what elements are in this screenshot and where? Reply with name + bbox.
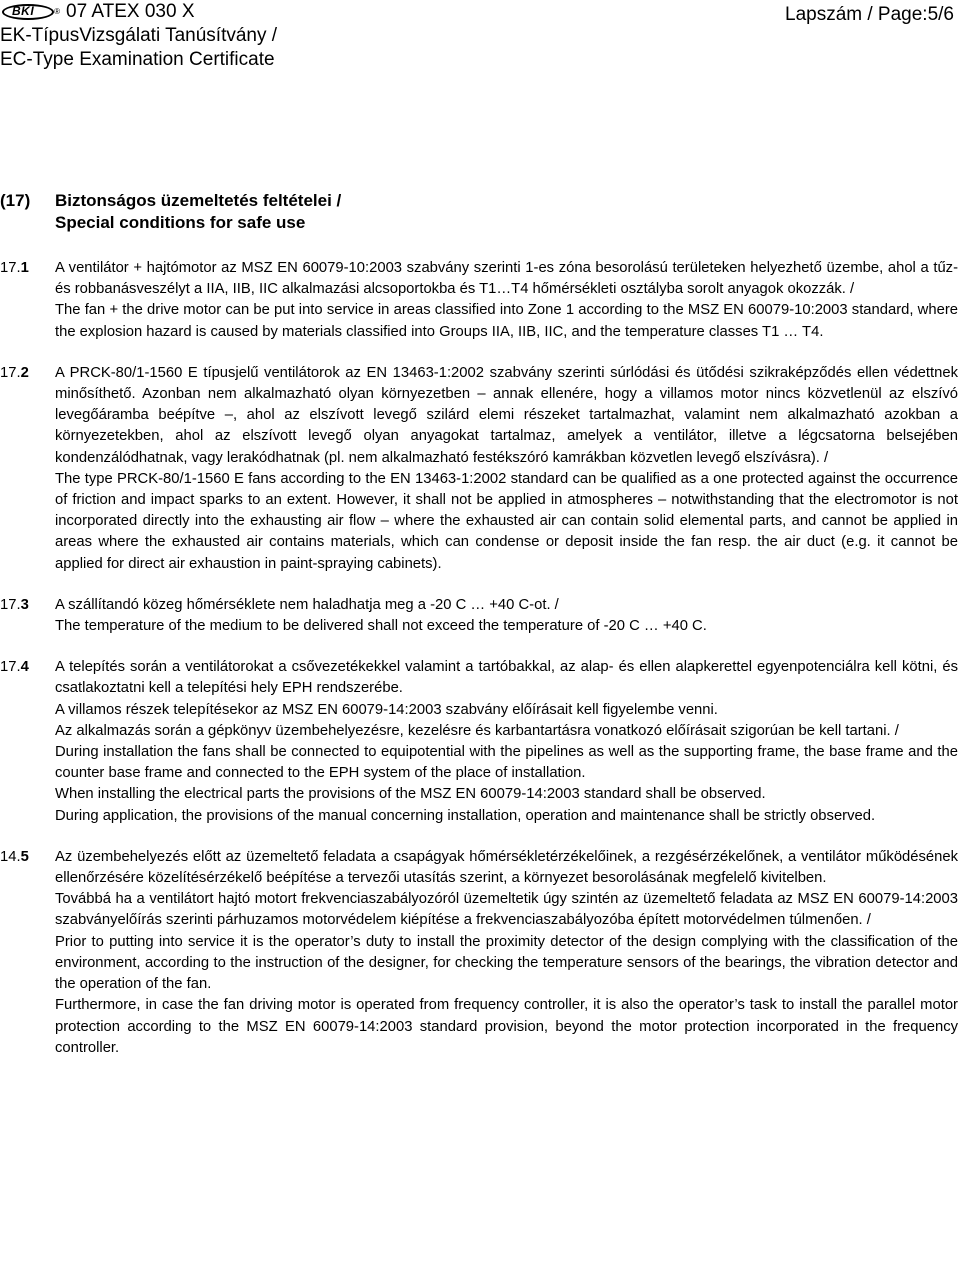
condition-body bbox=[55, 847, 958, 1059]
conditions-list bbox=[0, 258, 958, 1059]
section-number: (17) bbox=[0, 191, 31, 210]
condition-paragraph: Furthermore, in case the fan driving motor is operated from frequency controller, it is also the operator’s task to install the parallel motor protection according to the MSZ EN 60079-14:2003 standard provision, beyond the motor protection incorporated in the frequency controller. bbox=[55, 997, 958, 1056]
condition-number-prefix: 14. bbox=[0, 848, 21, 865]
cert-number: 07 ATEX 030 X bbox=[66, 1, 195, 22]
condition-number bbox=[0, 258, 55, 343]
condition-paragraph: The type PRCK-80/1-1560 E fans according to the EN 13463-1:2002 standard can be qualified as a one protected against the occurrence of friction and impact sparks to an extent. However, it shall not be applied in atmospheres – notwithstanding that the electromotor is not incorporated directly into the exhausting air flow – where the exhausted air can contain solid elemental parts, and cannot be applied in areas where the exhausted air contains materials, which can condense or deposit inside the fan resp. the air duct (e.g. it cannot be applied for direct air exhaustion in paint-spraying cabinets). bbox=[55, 470, 958, 572]
header-cert-row bbox=[0, 0, 277, 24]
condition-number-suffix: 3 bbox=[20, 596, 29, 613]
header-left bbox=[0, 0, 277, 72]
condition-number-suffix: 2 bbox=[20, 364, 29, 381]
logo-text: BKI bbox=[12, 4, 35, 18]
condition-paragraph: A PRCK-80/1-1560 E típusjelű ventilátorok az EN 13463-1:2002 szabvány szerinti súrlódási és ütődési szikraképződés ellen védettnek minősíthető. Azonban nem alkalmazható olyan környezetben – annak ellenére, hogy a villamos motor nincs közvetlenül az elszívó levegőáramba beépítve –, ahol az elszívott levegő szilárd elemi részeket tartalmazhat, valamint nem alkalmazható azokban a környezetekben, ahol az elszívott levegő olyan anyagokat tartalmaz, amelyek a ventilátor, illetve a légcsatorna belsejében kondenzálódhatnak, vagy lerakódhatnak (pl. nem alkalmazható festékszóró kamrákban közvetlen levegő elszívásra). / bbox=[55, 364, 958, 466]
condition-number bbox=[0, 657, 55, 827]
condition-number bbox=[0, 595, 55, 637]
section-heading-line-1 bbox=[0, 190, 341, 212]
condition-number-prefix: 17. bbox=[0, 596, 21, 613]
condition-body bbox=[55, 595, 958, 637]
condition-paragraph: During application, the provisions of the manual concerning installation, operation and maintenance shall be strictly observed. bbox=[55, 807, 876, 824]
condition-item bbox=[0, 258, 958, 343]
condition-number-prefix: 17. bbox=[0, 659, 21, 676]
item-gap bbox=[0, 575, 958, 595]
bki-logo bbox=[2, 3, 60, 21]
condition-item bbox=[0, 847, 958, 1059]
condition-paragraph: Az üzembehelyezés előtt az üzemeltető feladata a csapágyak hőmérsékletérzékelőinek, a rezgésérzékelőnek, a ventilátor működésének ellenőrzésére közelítésérzékelő beépítése a tervezői utasítás szerint, a környezet besorolásának megfelelő kivitelben. bbox=[55, 848, 958, 887]
condition-paragraph: A ventilátor + hajtómotor az MSZ EN 60079-10:2003 szabvány szerinti 1-es zóna besorolású területeken helyezhető üzembe, ahol a tűz- és robbanásveszélyt a IIA, IIB, IIC alkalmazási alcsoportokba és T1…T4 hőmérsékleti osztályba sorolt anyagok okozzák. / bbox=[55, 260, 958, 298]
header-title-hu: EK-TípusVizsgálati Tanúsítvány / bbox=[0, 25, 278, 46]
condition-body bbox=[55, 258, 958, 343]
condition-paragraph: Továbbá ha a ventilátort hajtó motort frekvenciaszabályozóról üzemeltetik úgy szintén az üzemeltető feladata az MSZ EN 60079-14:2003 szabványelőírás szerinti párhuzamos motorvédelem kiépítése a frekvenciaszabályozóba épített motorvédelmen túlmenően. / bbox=[55, 891, 958, 929]
condition-number-suffix: 1 bbox=[20, 260, 29, 276]
condition-number bbox=[0, 847, 55, 1059]
condition-body bbox=[55, 363, 958, 575]
condition-item bbox=[0, 595, 958, 637]
condition-body bbox=[55, 657, 958, 827]
header-title-en: EC-Type Examination Certificate bbox=[0, 49, 275, 70]
condition-number-suffix: 4 bbox=[20, 659, 29, 676]
logo-registered-mark: ® bbox=[54, 7, 60, 16]
condition-paragraph: When installing the electrical parts the provisions of the MSZ EN 60079-14:2003 standard shall be observed. bbox=[55, 786, 766, 803]
condition-number-suffix: 5 bbox=[20, 848, 29, 865]
item-gap bbox=[0, 827, 958, 847]
section-title-en: Special conditions for safe use bbox=[55, 213, 306, 232]
condition-paragraph: The fan + the drive motor can be put into service in areas classified into Zone 1 according to the MSZ EN 60079-10:2003 standard, where the explosion hazard is caused by materials classified into Groups IIA, IIB, IIC, and the temperature classes T1 … T4. bbox=[55, 302, 958, 340]
condition-number-prefix: 17. bbox=[0, 364, 21, 381]
item-gap bbox=[0, 637, 958, 657]
condition-paragraph: A szállítandó közeg hőmérséklete nem haladhatja meg a -20 C … +40 C-ot. / bbox=[55, 596, 559, 613]
condition-number bbox=[0, 363, 55, 575]
page-number: Lapszám / Page:5/6 bbox=[785, 4, 954, 25]
condition-paragraph: Prior to putting into service it is the operator’s duty to install the proximity detector of the design complying with the classification of the environment, according to the instruction of the designer, for checking the temperature sensors of the bearings, the vibration detector and the operation of the fan. bbox=[55, 933, 958, 993]
condition-paragraph: A telepítés során a ventilátorokat a csővezetékekkel valamint a tartóbakkal, az alap- és ellen alapkerettel egyenpotenciálra kell kötni, és csatlakoztatni kell a telepítési hely EPH rendszerébe. bbox=[55, 659, 958, 697]
section-heading bbox=[0, 190, 341, 234]
condition-paragraph: The temperature of the medium to be delivered shall not exceed the temperature of -20 C … +40 C. bbox=[55, 618, 707, 635]
item-gap bbox=[0, 343, 958, 363]
condition-number-prefix: 17. bbox=[0, 260, 21, 276]
condition-item bbox=[0, 363, 958, 575]
section-title-hu: Biztonságos üzemeltetés feltételei / bbox=[55, 191, 342, 210]
condition-item bbox=[0, 657, 958, 827]
condition-paragraph: During installation the fans shall be connected to equipotential with the pipelines as well as the supporting frame, the base frame and the counter base frame and connected to the EPH system of the place of installation. bbox=[55, 744, 958, 782]
condition-paragraph: A villamos részek telepítésekor az MSZ EN 60079-14:2003 szabvány előírásait kell figyelembe venni. bbox=[55, 701, 718, 718]
condition-paragraph: Az alkalmazás során a gépkönyv üzembehelyezésre, kezelésre és karbantartásra vonatkozó előírásait szigorúan be kell tartani. / bbox=[55, 722, 899, 739]
